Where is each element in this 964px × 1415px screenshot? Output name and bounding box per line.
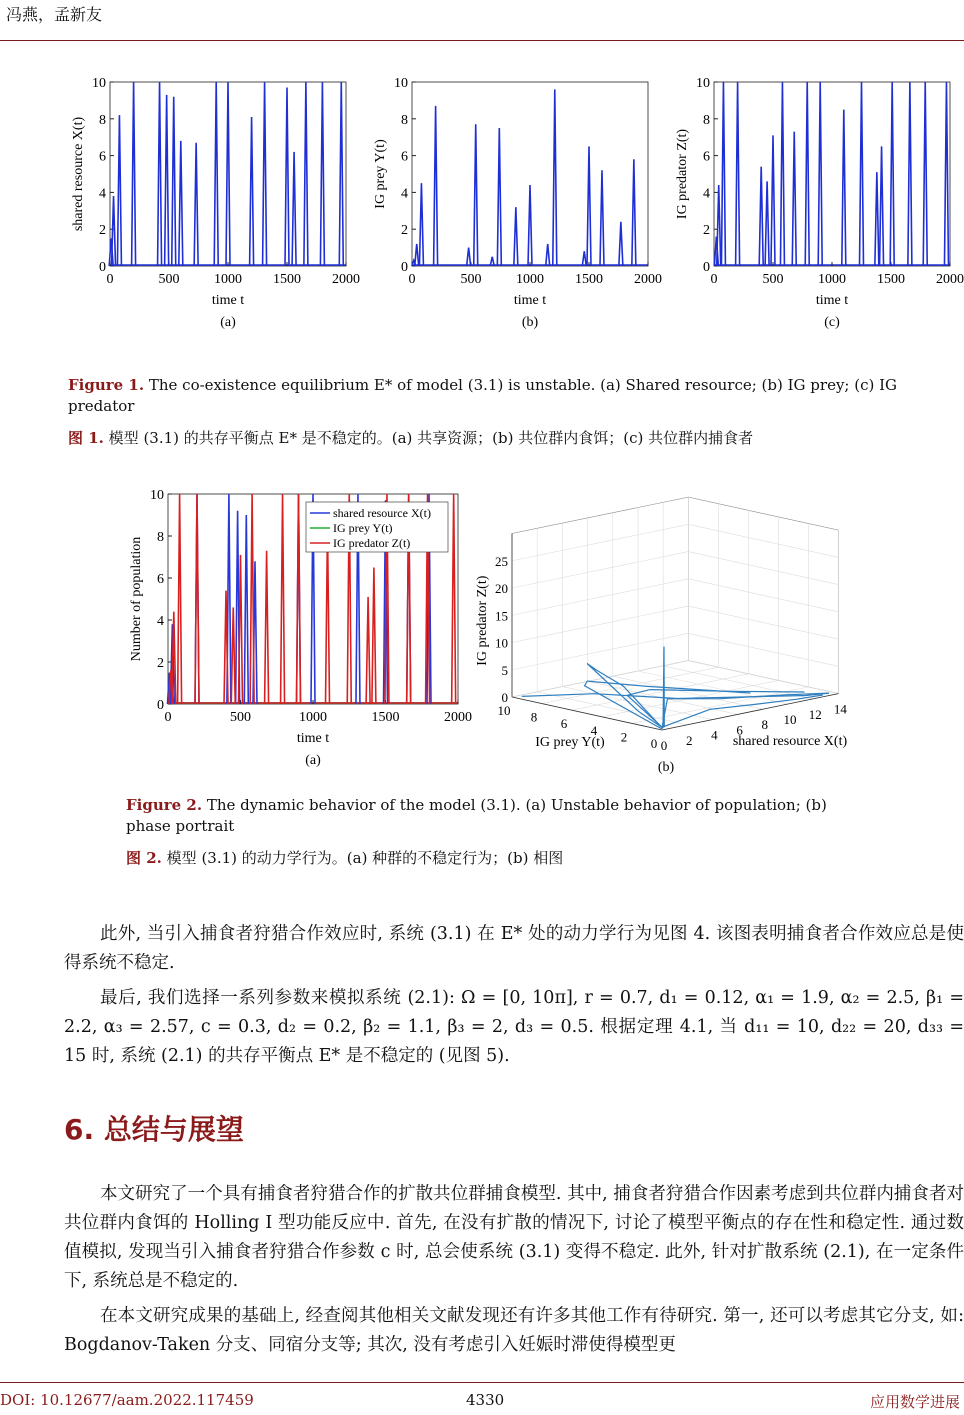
y-tick-label: 0 bbox=[99, 260, 106, 275]
x-axis-label: time t bbox=[815, 293, 849, 308]
y-tick-label: 6 bbox=[703, 149, 710, 165]
x-tick-label: 12 bbox=[808, 706, 822, 722]
y-tick-label: 8 bbox=[401, 112, 408, 128]
figure-1 bbox=[0, 60, 964, 340]
y-tick-label: 0 bbox=[703, 260, 710, 275]
x-tick-label: 2000 bbox=[444, 710, 472, 725]
page-footer bbox=[0, 1382, 964, 1415]
header-authors: 冯燕，孟新友 bbox=[6, 5, 103, 24]
y-tick-label: 6 bbox=[99, 149, 106, 165]
x-tick-label: 2 bbox=[685, 732, 693, 748]
x-tick-label: 6 bbox=[736, 722, 743, 738]
x-tick-label: 0 bbox=[408, 272, 416, 287]
y-tick-label: 4 bbox=[401, 186, 408, 202]
legend-label-2: IG predator Z(t) bbox=[333, 536, 411, 550]
y-tick-label: 8 bbox=[157, 530, 164, 545]
y-tick-label: 4 bbox=[590, 722, 598, 738]
z-tick-label: 20 bbox=[495, 581, 508, 596]
figure-1-panel-c bbox=[675, 76, 964, 330]
x-tick-label: 10 bbox=[783, 712, 797, 727]
y-tick-label: 0 bbox=[650, 736, 658, 751]
plot-frame bbox=[412, 82, 648, 266]
y-tick-label: 4 bbox=[703, 186, 710, 202]
y-tick-label: 2 bbox=[401, 223, 408, 239]
x-tick-label: 8 bbox=[761, 717, 769, 733]
footer-page-number: 4330 bbox=[466, 1391, 505, 1409]
body-paragraphs-1 bbox=[64, 920, 964, 1071]
z-tick-label: 15 bbox=[495, 608, 508, 624]
figure-1-panel-b bbox=[373, 76, 662, 330]
panel-tag: (a) bbox=[220, 315, 236, 330]
x-tick-label: 1000 bbox=[516, 272, 544, 287]
legend-label-0: shared resource X(t) bbox=[333, 506, 431, 520]
y-tick-label: 2 bbox=[157, 656, 164, 671]
y-tick-label: 10 bbox=[497, 703, 511, 718]
z-tick-label: 10 bbox=[495, 635, 508, 651]
figure-2-panel-a bbox=[129, 488, 472, 768]
y-axis-label: IG predator Z(t) bbox=[675, 128, 690, 220]
x-tick-label: 1500 bbox=[575, 272, 603, 287]
figure-2-caption-cn: 图 2. 模型 (3.1) 的动力学行为。(a) 种群的不稳定行为；(b) 相图 bbox=[126, 849, 564, 867]
panel-tag: (b) bbox=[521, 315, 539, 330]
x-tick-label: 500 bbox=[460, 272, 482, 287]
y-tick-label: 0 bbox=[157, 698, 164, 713]
x-tick-label: 1000 bbox=[299, 710, 327, 725]
x-tick-label: 500 bbox=[762, 272, 784, 287]
x-tick-label: 0 bbox=[660, 738, 668, 753]
figure-2 bbox=[0, 480, 964, 780]
y-tick-label: 10 bbox=[394, 76, 408, 91]
y-tick-label: 4 bbox=[157, 614, 164, 629]
y-axis-label: shared resource X(t) bbox=[71, 116, 86, 232]
z-tick-label: 5 bbox=[501, 662, 508, 678]
x-tick-label: 2000 bbox=[936, 272, 964, 287]
legend-label-1: IG prey Y(t) bbox=[333, 521, 393, 535]
figure-2-panel-b bbox=[475, 497, 847, 775]
y-axis-label: IG prey Y(t) bbox=[535, 735, 605, 750]
y-tick-label: 8 bbox=[703, 112, 710, 128]
y-tick-label: 10 bbox=[92, 76, 106, 91]
z-axis-label: IG predator Z(t) bbox=[475, 575, 490, 666]
paragraph-3: 本文研究了一个具有捕食者狩猎合作的扩散共位群捕食模型. 其中, 捕食者狩猎合作因素考虑到共位群内捕食者对共位群内食饵的 Holling I 型功能反应中. 首先, 在没有扩散的情况下, 讨论了模型平衡点的存在性和稳定性. 通过数值模拟, 发现当引入捕食者狩猎合作参数 c 时, 总会使系统 (3.1) 变得不稳定. 此外, 针对扩散系统 (2.1), 在一定条件下, 系统总是不稳定的. bbox=[64, 1184, 964, 1291]
x-tick-label: 1500 bbox=[273, 272, 301, 287]
footer-doi: DOI: 10.12677/aam.2022.117459 bbox=[0, 1391, 254, 1409]
x-tick-label: 0 bbox=[106, 272, 114, 287]
x-tick-label: 500 bbox=[158, 272, 180, 287]
footer-journal: 应用数学进展 bbox=[869, 1393, 960, 1411]
paragraph-4: 在本文研究成果的基础上, 经查阅其他相关文献发现还有许多其他工作有待研究. 第一, 还可以考虑其它分支, 如: Bogdanov-Taken 分支、同宿分支等; 其次, 没有考虑引入妊娠时滞使得模型更 bbox=[64, 1306, 964, 1355]
x-tick-label: 0 bbox=[164, 710, 172, 725]
figure-1-caption-en: Figure 1. The co-existence equilibrium E* of model (3.1) is unstable. (a) Shared resource; (b) IG prey; (c) IG predator bbox=[68, 376, 898, 415]
x-tick-label: 14 bbox=[833, 701, 847, 717]
x-tick-label: 0 bbox=[710, 272, 718, 287]
figure-2-caption-en: Figure 2. The dynamic behavior of the model (3.1). (a) Unstable behavior of population; (b) phase portrait bbox=[126, 796, 827, 835]
x-axis-label: time t bbox=[211, 293, 245, 308]
y-axis-label: IG prey Y(t) bbox=[373, 139, 388, 209]
z-tick-label: 0 bbox=[501, 690, 508, 705]
page-header bbox=[0, 0, 964, 41]
panel-tag: (b) bbox=[657, 760, 675, 775]
paragraph-1: 此外, 当引入捕食者狩猎合作效应时, 系统 (3.1) 在 E* 处的动力学行为见图 4. 该图表明捕食者合作效应总是使得系统不稳定. bbox=[64, 924, 964, 973]
panel-tag: (a) bbox=[305, 753, 321, 768]
y-tick-label: 6 bbox=[157, 572, 164, 587]
x-axis-label: time t bbox=[296, 731, 330, 746]
panel-tag: (c) bbox=[824, 315, 840, 330]
y-tick-label: 2 bbox=[620, 729, 628, 745]
x-tick-label: 2000 bbox=[332, 272, 360, 287]
y-tick-label: 0 bbox=[401, 260, 408, 275]
y-axis-label: Number of population bbox=[129, 536, 144, 662]
x-tick-label: 1000 bbox=[818, 272, 846, 287]
y-tick-label: 10 bbox=[150, 488, 164, 503]
figure-1-caption-cn: 图 1. 模型 (3.1) 的共存平衡点 E* 是不稳定的。(a) 共享资源；(b) 共位群内食饵；(c) 共位群内捕食者 bbox=[68, 429, 754, 447]
x-tick-label: 2000 bbox=[634, 272, 662, 287]
paragraph-2: 最后, 我们选择一系列参数来模拟系统 (2.1): Ω = [0, 10π], r = 0.7, d₁ = 0.12, α₁ = 1.9, α₂ = 2.5, β₁ = 2.2, α₃ = 2.57, c = 0.3, d₂ = 0.2, β₂ = 1.1, β₃ = 2, d₃ = 0.5. 根据定理 4.1, 当 d₁₁ = 10, d₂₂ = 20, d₃₃ = 15 时, 系统 (2.1) 的共存平衡点 E* 是不稳定的 (见图 5). bbox=[64, 988, 964, 1066]
x-tick-label: 500 bbox=[230, 710, 251, 725]
body-paragraphs-2 bbox=[64, 1180, 964, 1360]
y-tick-label: 8 bbox=[99, 112, 106, 128]
y-tick-label: 4 bbox=[99, 186, 106, 202]
y-tick-label: 2 bbox=[703, 223, 710, 239]
z-tick-label: 25 bbox=[495, 553, 508, 569]
y-tick-label: 2 bbox=[99, 223, 106, 239]
x-tick-label: 1000 bbox=[214, 272, 242, 287]
y-tick-label: 6 bbox=[401, 149, 408, 165]
x-tick-label: 1500 bbox=[877, 272, 905, 287]
x-tick-label: 4 bbox=[711, 727, 718, 743]
x-axis-label: shared resource X(t) bbox=[732, 734, 848, 749]
section-title: 6. 总结与展望 bbox=[64, 1113, 244, 1146]
x-tick-label: 1500 bbox=[371, 710, 400, 725]
y-tick-label: 6 bbox=[560, 716, 568, 732]
y-tick-label: 8 bbox=[530, 709, 538, 725]
x-axis-label: time t bbox=[513, 293, 547, 308]
figure-1-panel-a bbox=[71, 76, 360, 330]
y-tick-label: 10 bbox=[696, 76, 710, 91]
plot-frame bbox=[714, 82, 950, 266]
